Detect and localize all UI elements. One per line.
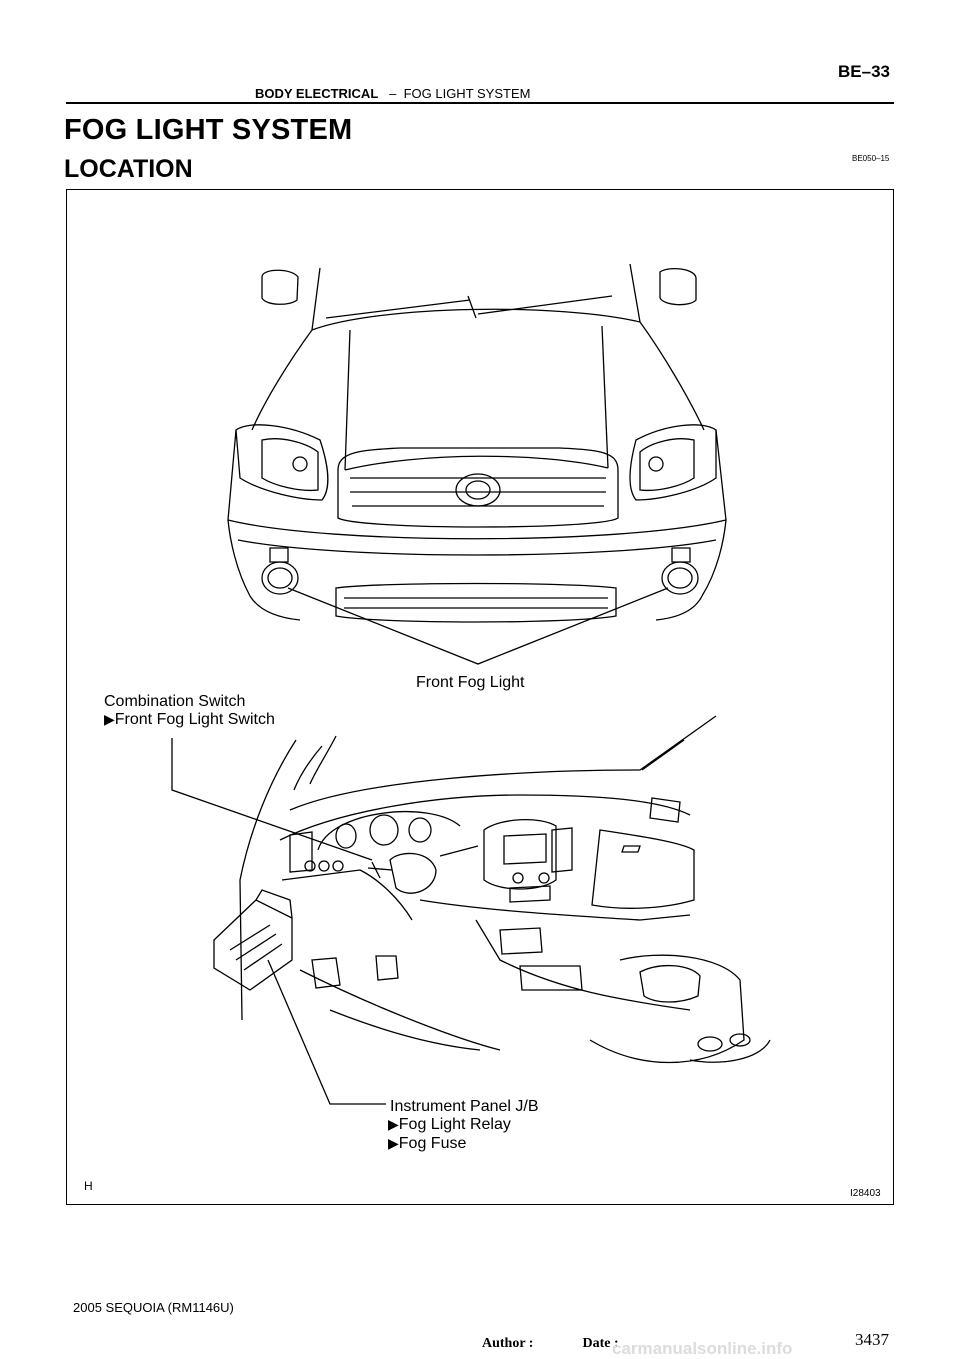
page-title: FOG LIGHT SYSTEM [64,114,353,146]
author-date-line: Author : Date : [482,1336,619,1351]
label-front-fog-light: Front Fog Light [416,674,525,691]
instrument-panel-drawing [172,716,770,1104]
label-combination-switch: Combination Switch [104,693,246,710]
figure-corner-letter: H [84,1179,93,1193]
figure-id: I28403 [850,1188,881,1199]
reference-code: BE050–15 [852,154,890,163]
label-fog-light-relay: ▶Fog Light Relay [388,1116,511,1133]
bullet-icon: ▶ [388,1116,399,1132]
label-fog-fuse: ▶Fog Fuse [388,1135,467,1152]
label-instrument-panel-jb: Instrument Panel J/B [390,1098,539,1115]
page-number: 3437 [855,1330,889,1349]
bullet-icon: ▶ [388,1135,399,1151]
bullet-icon: ▶ [104,711,115,727]
header-page-code: BE–33 [838,62,890,81]
watermark: carmanualsonline.info [612,1339,793,1358]
section-subtitle: LOCATION [64,155,193,183]
vehicle-front-drawing [228,264,726,664]
footer-model: 2005 SEQUOIA (RM1146U) [73,1300,234,1315]
header-section: BODY ELECTRICAL – FOG LIGHT SYSTEM [255,86,531,101]
label-front-fog-light-switch: ▶Front Fog Light Switch [104,711,275,728]
